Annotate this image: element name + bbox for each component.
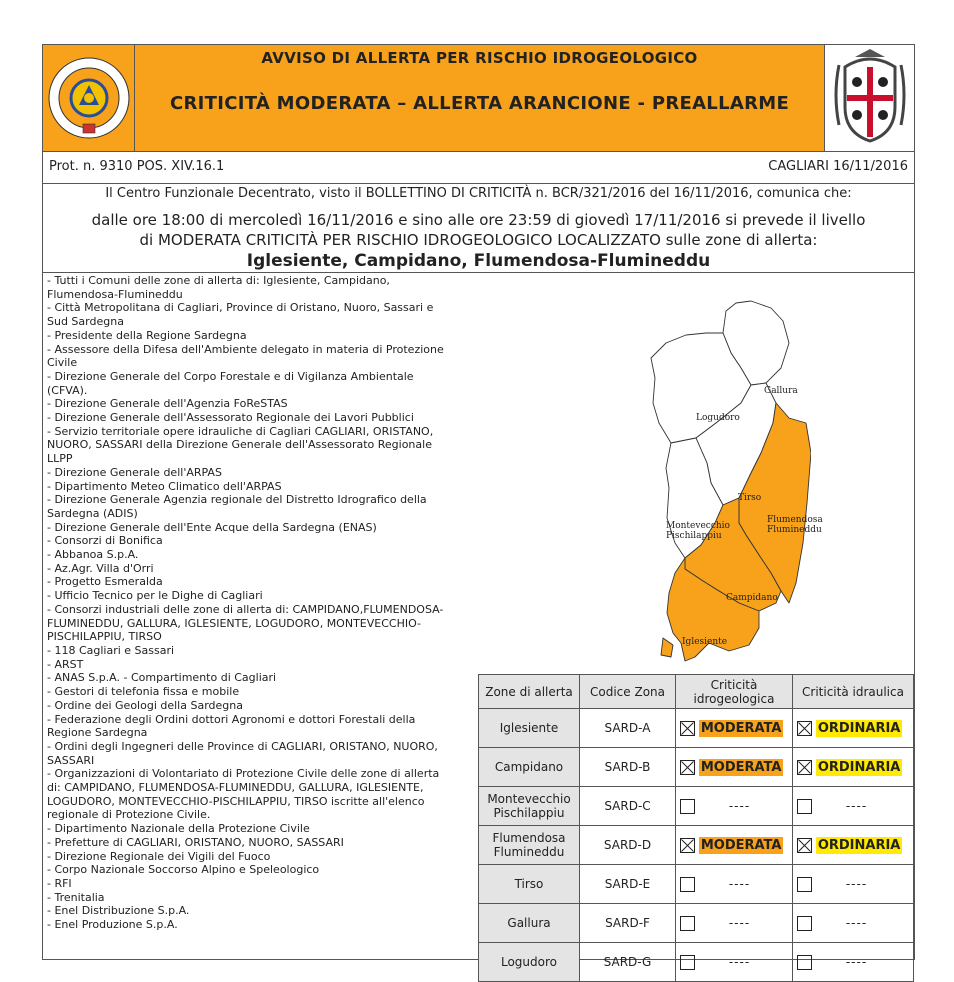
recipient-item: - Prefetture di CAGLIARI, ORISTANO, NUORO, SASSARI	[47, 835, 344, 849]
checkbox-icon	[797, 721, 812, 736]
idro-level: ----	[728, 877, 751, 891]
recipient-item: - Consorzi di Bonifica	[47, 534, 163, 548]
table-row	[479, 748, 914, 787]
table-row	[479, 865, 914, 904]
recipient-item: - Az.Agr. Villa d'Orri	[47, 561, 154, 575]
idra-level: ----	[845, 955, 868, 969]
idro-level: MODERATA	[700, 837, 782, 853]
map-label-campidano: Campidano	[726, 593, 778, 603]
idra-level: ----	[845, 877, 868, 891]
checkbox-icon	[797, 760, 812, 775]
zone-name: Logudoro	[479, 943, 580, 982]
alert-document	[42, 44, 915, 969]
recipient-item: - Enel Produzione S.p.A.	[47, 918, 178, 932]
recipient-item: - Assessore della Difesa dell'Ambiente delegato in materia di Protezione Civile	[47, 342, 444, 370]
regione-sardegna-protezione-civile-logo	[43, 45, 135, 151]
recipient-item: - Direzione Generale dell'Ente Acque della Sardegna (ENAS)	[47, 520, 377, 534]
zone-name: Tirso	[479, 865, 580, 904]
recipient-item: - Organizzazioni di Volontariato di Protezione Civile delle zone di allerta di: CAMPIDANO, FLUMENDOSA-FLUMINEDDU, GALLURA, IGLESIENTE, LOGUDORO, MONTEVECCHIO-PISCHILAPPIU, TIRSO iscritte all'elenco regionale di Protezione Civile.	[47, 767, 440, 822]
idra-level: ORDINARIA	[817, 720, 901, 736]
idro-cell	[676, 943, 793, 982]
idro-cell	[676, 787, 793, 826]
zone-code: SARD-A	[580, 709, 676, 748]
idra-cell	[793, 904, 914, 943]
checkbox-icon	[797, 916, 812, 931]
checkbox-icon	[680, 877, 695, 892]
idra-cell	[793, 787, 914, 826]
idro-level: ----	[728, 916, 751, 930]
zone-code: SARD-F	[580, 904, 676, 943]
recipient-item: - Trenitalia	[47, 890, 105, 904]
zone-name: Campidano	[479, 748, 580, 787]
intro-line-period: dalle ore 18:00 di mercoledì 16/11/2016 e sino alle ore 23:59 di giovedì 17/11/2016 si prevede il livello	[91, 211, 866, 229]
sardinia-alert-map	[611, 273, 823, 663]
header-code: Codice Zona	[580, 675, 676, 709]
recipient-item: - Ordine dei Geologi della Sardegna	[47, 698, 243, 712]
zone-name: Gallura	[479, 904, 580, 943]
recipient-item: - Gestori di telefonia fissa e mobile	[47, 685, 240, 699]
checkbox-icon	[680, 838, 695, 853]
affected-zones: Iglesiente, Campidano, Flumendosa-Flumineddu	[246, 251, 711, 271]
idro-cell	[676, 826, 793, 865]
document-header	[43, 45, 914, 152]
recipient-item: - ARST	[47, 657, 84, 671]
zone-code: SARD-G	[580, 943, 676, 982]
recipient-item: - Presidente della Regione Sardegna	[47, 328, 247, 342]
header-zone: Zone di allerta	[479, 675, 580, 709]
intro-line-level: di MODERATA CRITICITÀ PER RISCHIO IDROGEOLOGICO LOCALIZZATO sulle zone di allerta:	[139, 231, 818, 249]
map-label-iglesiente: Iglesiente	[682, 637, 728, 647]
idro-cell	[676, 904, 793, 943]
zone-code: SARD-D	[580, 826, 676, 865]
header-idraulica: Criticità idraulica	[793, 675, 914, 709]
zone-name: Iglesiente	[479, 709, 580, 748]
place-date: CAGLIARI 16/11/2016	[768, 159, 908, 174]
idra-level: ORDINARIA	[817, 759, 901, 775]
recipient-item: - Ordini degli Ingegneri delle Province di CAGLIARI, ORISTANO, NUORO, SASSARI	[47, 739, 438, 767]
idro-level: MODERATA	[700, 759, 782, 775]
recipient-item: - ANAS S.p.A. - Compartimento di Cagliari	[47, 671, 277, 685]
idro-cell	[676, 865, 793, 904]
zone-name: Flumendosa Flumineddu	[479, 826, 580, 865]
recipient-item: - Consorzi industriali delle zone di allerta di: CAMPIDANO,FLUMENDOSA- FLUMINEDDU, GALLURA, IGLESIENTE, LOGUDORO, MONTEVECCHIO- PISCHILAPPIU, TIRSO	[47, 602, 444, 644]
recipient-item: - 118 Cagliari e Sassari	[47, 643, 175, 657]
intro-line-bulletin: Il Centro Funzionale Decentrato, visto il BOLLETTINO DI CRITICITÀ n. BCR/321/2016 del 16/11/2016, comunica che:	[105, 186, 852, 201]
recipient-item: - RFI	[47, 876, 72, 890]
recipient-item: - Direzione Generale dell'Agenzia FoReSTAS	[47, 397, 288, 411]
idro-cell	[676, 709, 793, 748]
header-title-band	[135, 45, 824, 151]
sardinia-coat-of-arms	[824, 45, 914, 151]
checkbox-icon	[797, 799, 812, 814]
checkbox-icon	[680, 916, 695, 931]
recipient-item: - Tutti i Comuni delle zone di allerta di: Iglesiente, Campidano, Flumendosa-Flumineddu	[47, 274, 390, 301]
document-title: AVVISO DI ALLERTA PER RISCHIO IDROGEOLOGICO	[261, 49, 698, 67]
zone-name: Montevecchio Pischilappiu	[479, 787, 580, 826]
checkbox-icon	[797, 838, 812, 853]
idra-level: ORDINARIA	[817, 837, 901, 853]
idro-level: MODERATA	[700, 720, 782, 736]
intro-section	[43, 183, 914, 272]
recipient-item: - Direzione Generale dell'Assessorato Regionale dei Lavori Pubblici	[47, 411, 414, 425]
idra-cell	[793, 943, 914, 982]
header-idrogeologica: Criticità idrogeologica	[676, 675, 793, 709]
map-label-flumendosa: Flumendosa Flumineddu	[767, 515, 823, 535]
recipient-item: - Città Metropolitana di Cagliari, Province di Oristano, Nuoro, Sassari e Sud Sardegna	[47, 301, 434, 329]
alert-zones-table	[478, 674, 914, 982]
recipient-item: - Direzione Generale Agenzia regionale del Distretto Idrografico della Sardegna (ADIS)	[47, 493, 427, 520]
zone-code: SARD-E	[580, 865, 676, 904]
map-label-gallura: Gallura	[764, 386, 798, 396]
idro-level: ----	[728, 799, 751, 813]
map-label-montevecchio: Montevecchio Pischilappiu	[666, 521, 730, 541]
map-label-logudoro: Logudoro	[696, 413, 740, 423]
protocol-row	[43, 151, 914, 184]
recipient-item: - Direzione Generale dell'ARPAS	[47, 465, 222, 479]
checkbox-icon	[797, 877, 812, 892]
recipient-item: - Corpo Nazionale Soccorso Alpino e Speleologico	[47, 863, 320, 877]
recipient-item: - Progetto Esmeralda	[47, 575, 163, 589]
recipient-item: - Servizio territoriale opere idrauliche di Cagliari CAGLIARI, ORISTANO, NUORO, SASSARI della Direzione Generale dell'Assessorato Regionale LLPP	[47, 424, 434, 466]
table-row	[479, 709, 914, 748]
zone-code: SARD-B	[580, 748, 676, 787]
idra-cell	[793, 826, 914, 865]
criticality-level-title: CRITICITÀ MODERATA – ALLERTA ARANCIONE - PREALLARME	[169, 93, 790, 114]
table-row	[479, 943, 914, 982]
zone-code: SARD-C	[580, 787, 676, 826]
recipient-item: - Direzione Generale del Corpo Forestale e di Vigilanza Ambientale (CFVA).	[47, 369, 414, 397]
recipient-item: - Ufficio Tecnico per le Dighe di Cagliari	[47, 589, 263, 603]
idra-level: ----	[845, 916, 868, 930]
checkbox-icon	[680, 799, 695, 814]
idro-level: ----	[728, 955, 751, 969]
idra-level: ----	[845, 799, 868, 813]
checkbox-icon	[797, 955, 812, 970]
table-row	[479, 826, 914, 865]
idro-cell	[676, 748, 793, 787]
recipient-item: - Direzione Regionale dei Vigili del Fuoco	[47, 849, 271, 863]
checkbox-icon	[680, 955, 695, 970]
map-label-tirso: Tirso	[738, 493, 762, 503]
recipient-item: - Dipartimento Nazionale della Protezione Civile	[47, 822, 310, 836]
checkbox-icon	[680, 721, 695, 736]
recipient-item: - Federazione degli Ordini dottori Agronomi e dottori Forestali della Regione Sardegna	[47, 712, 416, 740]
protocol-number: Prot. n. 9310 POS. XIV.16.1	[49, 159, 225, 174]
table-row	[479, 904, 914, 943]
checkbox-icon	[680, 760, 695, 775]
idra-cell	[793, 865, 914, 904]
recipients-list	[47, 274, 477, 932]
idra-cell	[793, 709, 914, 748]
recipient-item: - Enel Distribuzione S.p.A.	[47, 904, 190, 918]
recipient-item: - Abbanoa S.p.A.	[47, 548, 139, 562]
table-header-row	[479, 675, 914, 709]
recipient-item: - Dipartimento Meteo Climatico dell'ARPAS	[47, 479, 282, 493]
idra-cell	[793, 748, 914, 787]
table-row	[479, 787, 914, 826]
